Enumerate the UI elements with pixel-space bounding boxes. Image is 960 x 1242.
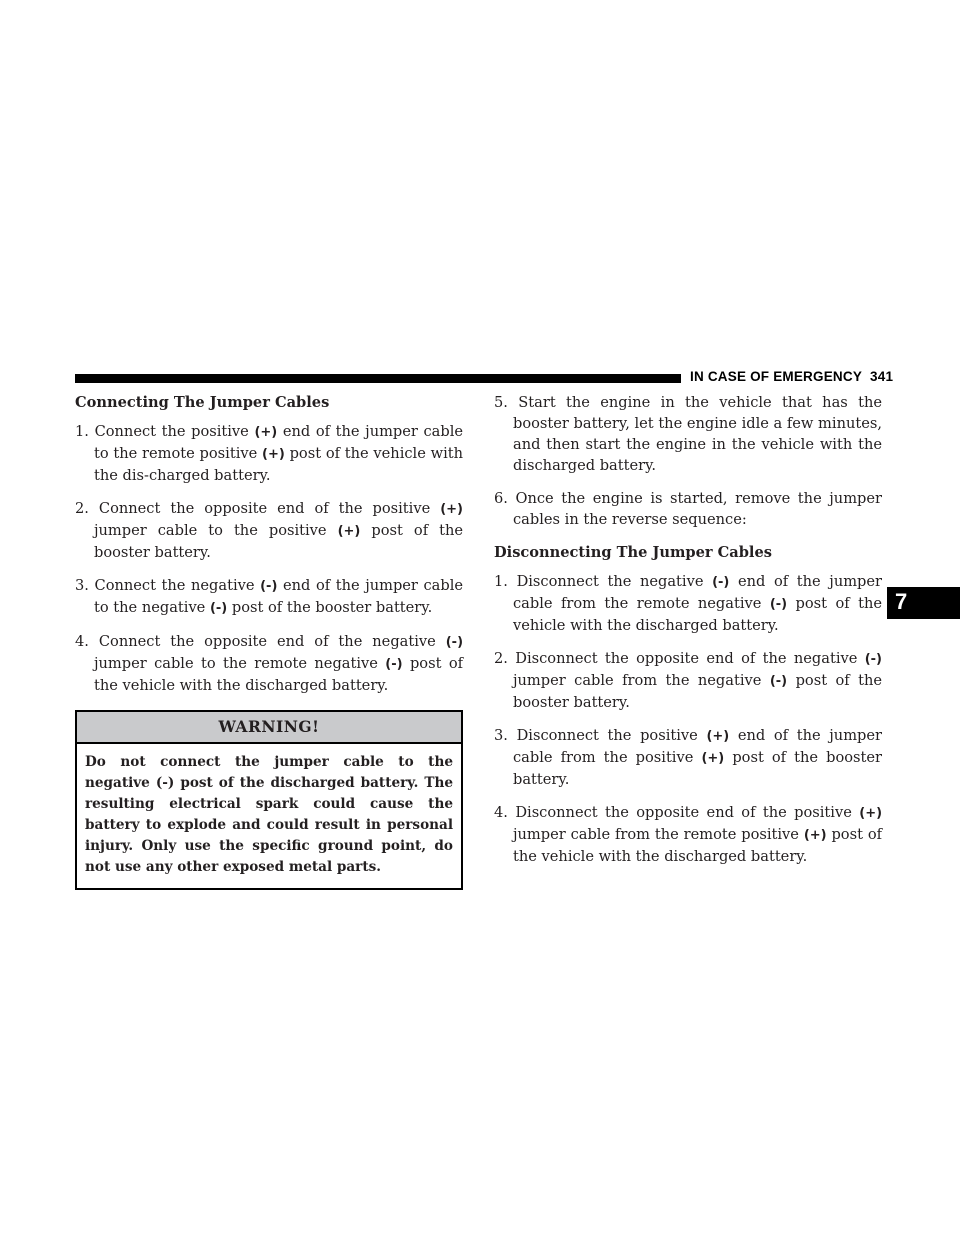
step-text: post of the booster battery. — [513, 749, 883, 788]
header-rule — [75, 374, 681, 383]
step-connect-2 — [75, 498, 463, 563]
step-number: 4. — [75, 633, 89, 650]
section-title: IN CASE OF EMERGENCY — [690, 369, 863, 384]
polarity-symbol: (+) — [803, 828, 827, 843]
step-number: 3. — [75, 577, 89, 594]
step-text: post of the vehicle with the discharged battery. — [513, 595, 882, 634]
section-heading-disconnecting: Disconnecting The Jumper Cables — [494, 544, 772, 561]
step-disconnect-4 — [494, 802, 882, 867]
chapter-tab — [887, 587, 960, 619]
step-6 — [494, 488, 882, 530]
polarity-symbol: (-) — [864, 652, 882, 667]
polarity-symbol: (-) — [769, 674, 788, 689]
polarity-symbol: (+) — [701, 751, 725, 766]
polarity-symbol: (+) — [254, 425, 278, 440]
step-text: jumper cable to the remote negative — [94, 655, 378, 672]
polarity-symbol: (+) — [706, 729, 730, 744]
step-number: 3. — [494, 727, 508, 744]
step-text: post of the booster battery. — [231, 599, 433, 616]
step-connect-3 — [75, 575, 463, 619]
polarity-symbol: (+) — [262, 447, 285, 462]
running-header — [690, 369, 893, 384]
step-disconnect-2 — [494, 648, 882, 713]
step-number: 6. — [494, 490, 508, 507]
step-text: post of the vehicle with the dis-charged battery. — [94, 445, 464, 484]
step-number: 2. — [494, 650, 508, 667]
step-number: 2. — [75, 500, 89, 517]
step-text: end of the jumper cable from the remote negative — [513, 573, 883, 612]
warning-body: Do not connect the jumper cable to the negative (-) post of the discharged battery. The resulting electrical spark could cause the battery to explode and could result in personal injury. Only use the specific ground point, do not use any other exposed metal parts. — [85, 754, 453, 875]
step-text: jumper cable from the remote positive — [513, 826, 799, 843]
polarity-symbol: (-) — [260, 579, 278, 594]
step-text: Start the engine in the vehicle that has the booster battery, let the engine idle a few minutes, and then start the engine in the vehicle with the discharged battery. — [513, 394, 883, 474]
polarity-symbol: (+) — [337, 524, 361, 539]
step-connect-1 — [75, 421, 463, 486]
left-column — [75, 392, 463, 890]
step-disconnect-3 — [494, 725, 882, 790]
step-text: Connect the positive — [94, 423, 249, 440]
warning-title: WARNING! — [77, 712, 461, 744]
page-number: 341 — [870, 369, 894, 384]
step-number: 4. — [494, 804, 508, 821]
step-text: post of the vehicle with the discharged battery. — [513, 826, 883, 865]
step-text: end of the jumper cable to the remote positive — [94, 423, 464, 462]
step-text: end of the jumper cable to the negative — [94, 577, 464, 616]
right-column — [494, 392, 882, 879]
step-number: 1. — [75, 423, 89, 440]
step-text: end of the jumper cable from the positive — [513, 727, 883, 766]
step-text: Disconnect the opposite end of the negative — [515, 650, 858, 667]
polarity-symbol: (-) — [209, 601, 228, 616]
polarity-symbol: (-) — [769, 597, 788, 612]
step-text: Disconnect the positive — [516, 727, 698, 744]
polarity-symbol: (+) — [440, 502, 463, 517]
step-text: Connect the opposite end of the positive — [98, 500, 431, 517]
step-text: Once the engine is started, remove the jumper cables in the reverse sequence: — [513, 490, 882, 528]
step-text: jumper cable to the positive — [94, 522, 327, 539]
polarity-symbol: (-) — [712, 575, 730, 590]
step-text: post of the booster battery. — [513, 672, 883, 711]
step-text: Disconnect the opposite end of the positive — [515, 804, 852, 821]
step-number: 5. — [494, 394, 508, 411]
polarity-symbol: (-) — [385, 657, 403, 672]
step-5 — [494, 392, 882, 476]
chapter-number: 7 — [895, 589, 908, 614]
section-heading-connecting: Connecting The Jumper Cables — [75, 394, 330, 411]
step-disconnect-1 — [494, 571, 882, 636]
step-text: post of the vehicle with the discharged battery. — [94, 655, 464, 694]
step-text: Connect the opposite end of the negative — [98, 633, 436, 650]
polarity-symbol: (+) — [859, 806, 883, 821]
warning-box — [75, 710, 463, 890]
polarity-symbol: (-) — [445, 635, 464, 650]
step-connect-4 — [75, 631, 463, 696]
step-text: jumper cable from the negative — [513, 672, 762, 689]
step-text: Connect the negative — [94, 577, 255, 594]
step-text: Disconnect the negative — [516, 573, 704, 590]
step-text: post of the booster battery. — [94, 522, 464, 561]
step-number: 1. — [494, 573, 508, 590]
